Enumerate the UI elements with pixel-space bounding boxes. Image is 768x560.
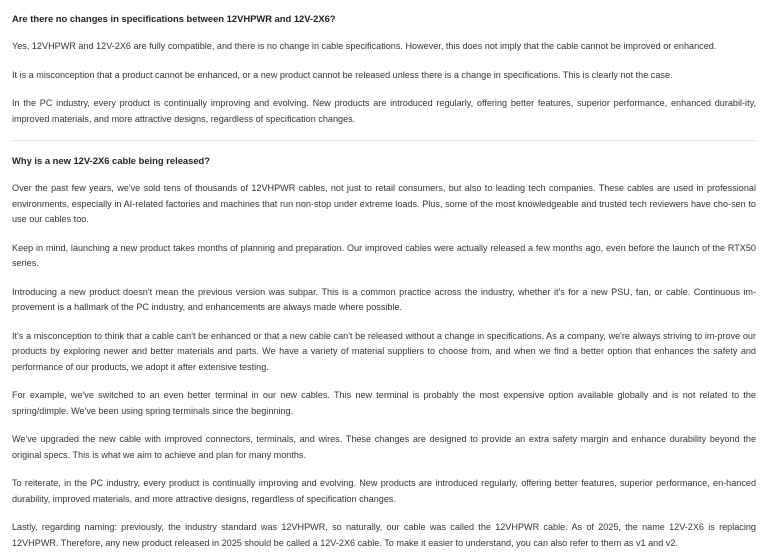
section-heading: Are there no changes in specifications between 12VHPWR and 12V-2X6? (12, 13, 336, 24)
section-divider (12, 140, 756, 141)
faq-section-new-cable (12, 154, 756, 551)
paragraph: In the PC industry, every product is continually improving and evolving. New products are introduced regularly, offering better features, superior performance, enhanced durabil-ity, improved materials, and more attractive designs, regardless of specification changes. (12, 98, 756, 124)
paragraph: Yes, 12VHPWR and 12V-2X6 are fully compatible, and there is no change in cable specifications. However, this does not imply that the cable cannot be improved or enhanced. (12, 41, 717, 51)
paragraph: Introducing a new product doesn't mean the previous version was subpar. This is a common practice across the industry, whether it's for a new PSU, fan, or cable. Continuous im-provement is a hallmark of the PC industry, and enhancements are always made where possible. (12, 286, 756, 312)
faq-section-specifications (12, 12, 756, 127)
section-heading: Why is a new 12V-2X6 cable being released? (12, 155, 211, 166)
paragraph: Lastly, regarding naming: previously, the industry standard was 12VHPWR, so naturally, our cable was called the 12VHPWR cable. As of 2025, the name 12V-2X6 is replacing 12VHPWR. Therefore, any new product released in 2025 should be called a 12V-2X6 cable. To make it easier to understand, you can also refer to them as v1 and v2. (12, 522, 756, 548)
paragraph: It is a misconception that a product cannot be enhanced, or a new product cannot be released unless there is a change in specifications. This is clearly not the case. (12, 69, 673, 80)
paragraph: We've upgraded the new cable with improved connectors, terminals, and wires. These changes are designed to provide an extra safety margin and enhance durability beyond the original specs. This is what we aim to achieve and plan for many months. (12, 434, 756, 460)
paragraph: Over the past few years, we've sold tens of thousands of 12VHPWR cables, not just to retail consumers, but also to leading tech companies. These cables are used in professional environments, especially in AI-related factories and machines that run non-stop under extreme loads. Plus, some of the most knowledgeable and trusted tech reviewers have cho-sen to use our cables too. (12, 183, 756, 224)
paragraph: To reiterate, in the PC industry, every product is continually improving and evolving. New products are introduced regularly, offering better features, superior performance, en-hanced durability, improved materials, and more attractive designs, regardless of specification changes. (12, 478, 756, 504)
paragraph: Keep in mind, launching a new product takes months of planning and preparation. Our improved cables were actually released a few months ago, even before the launch of the RTX50 series. (12, 242, 756, 268)
paragraph: It's a misconception to think that a cable can't be enhanced or that a new cable can't be released without a change in specifications. As a company, we're always striving to im-prove our products by exploring newer and better materials and parts. We have a variety of material suppliers to choose from, and when we find a better option that enhances the safety and performance of our products, we adopt it after extensive testing. (12, 330, 756, 372)
paragraph: For example, we've switched to an even better terminal in our new cables. This new terminal is probably the most expensive option available globally and is not related to the spring/dimple. We've been using spring terminals since the beginning. (12, 390, 756, 416)
